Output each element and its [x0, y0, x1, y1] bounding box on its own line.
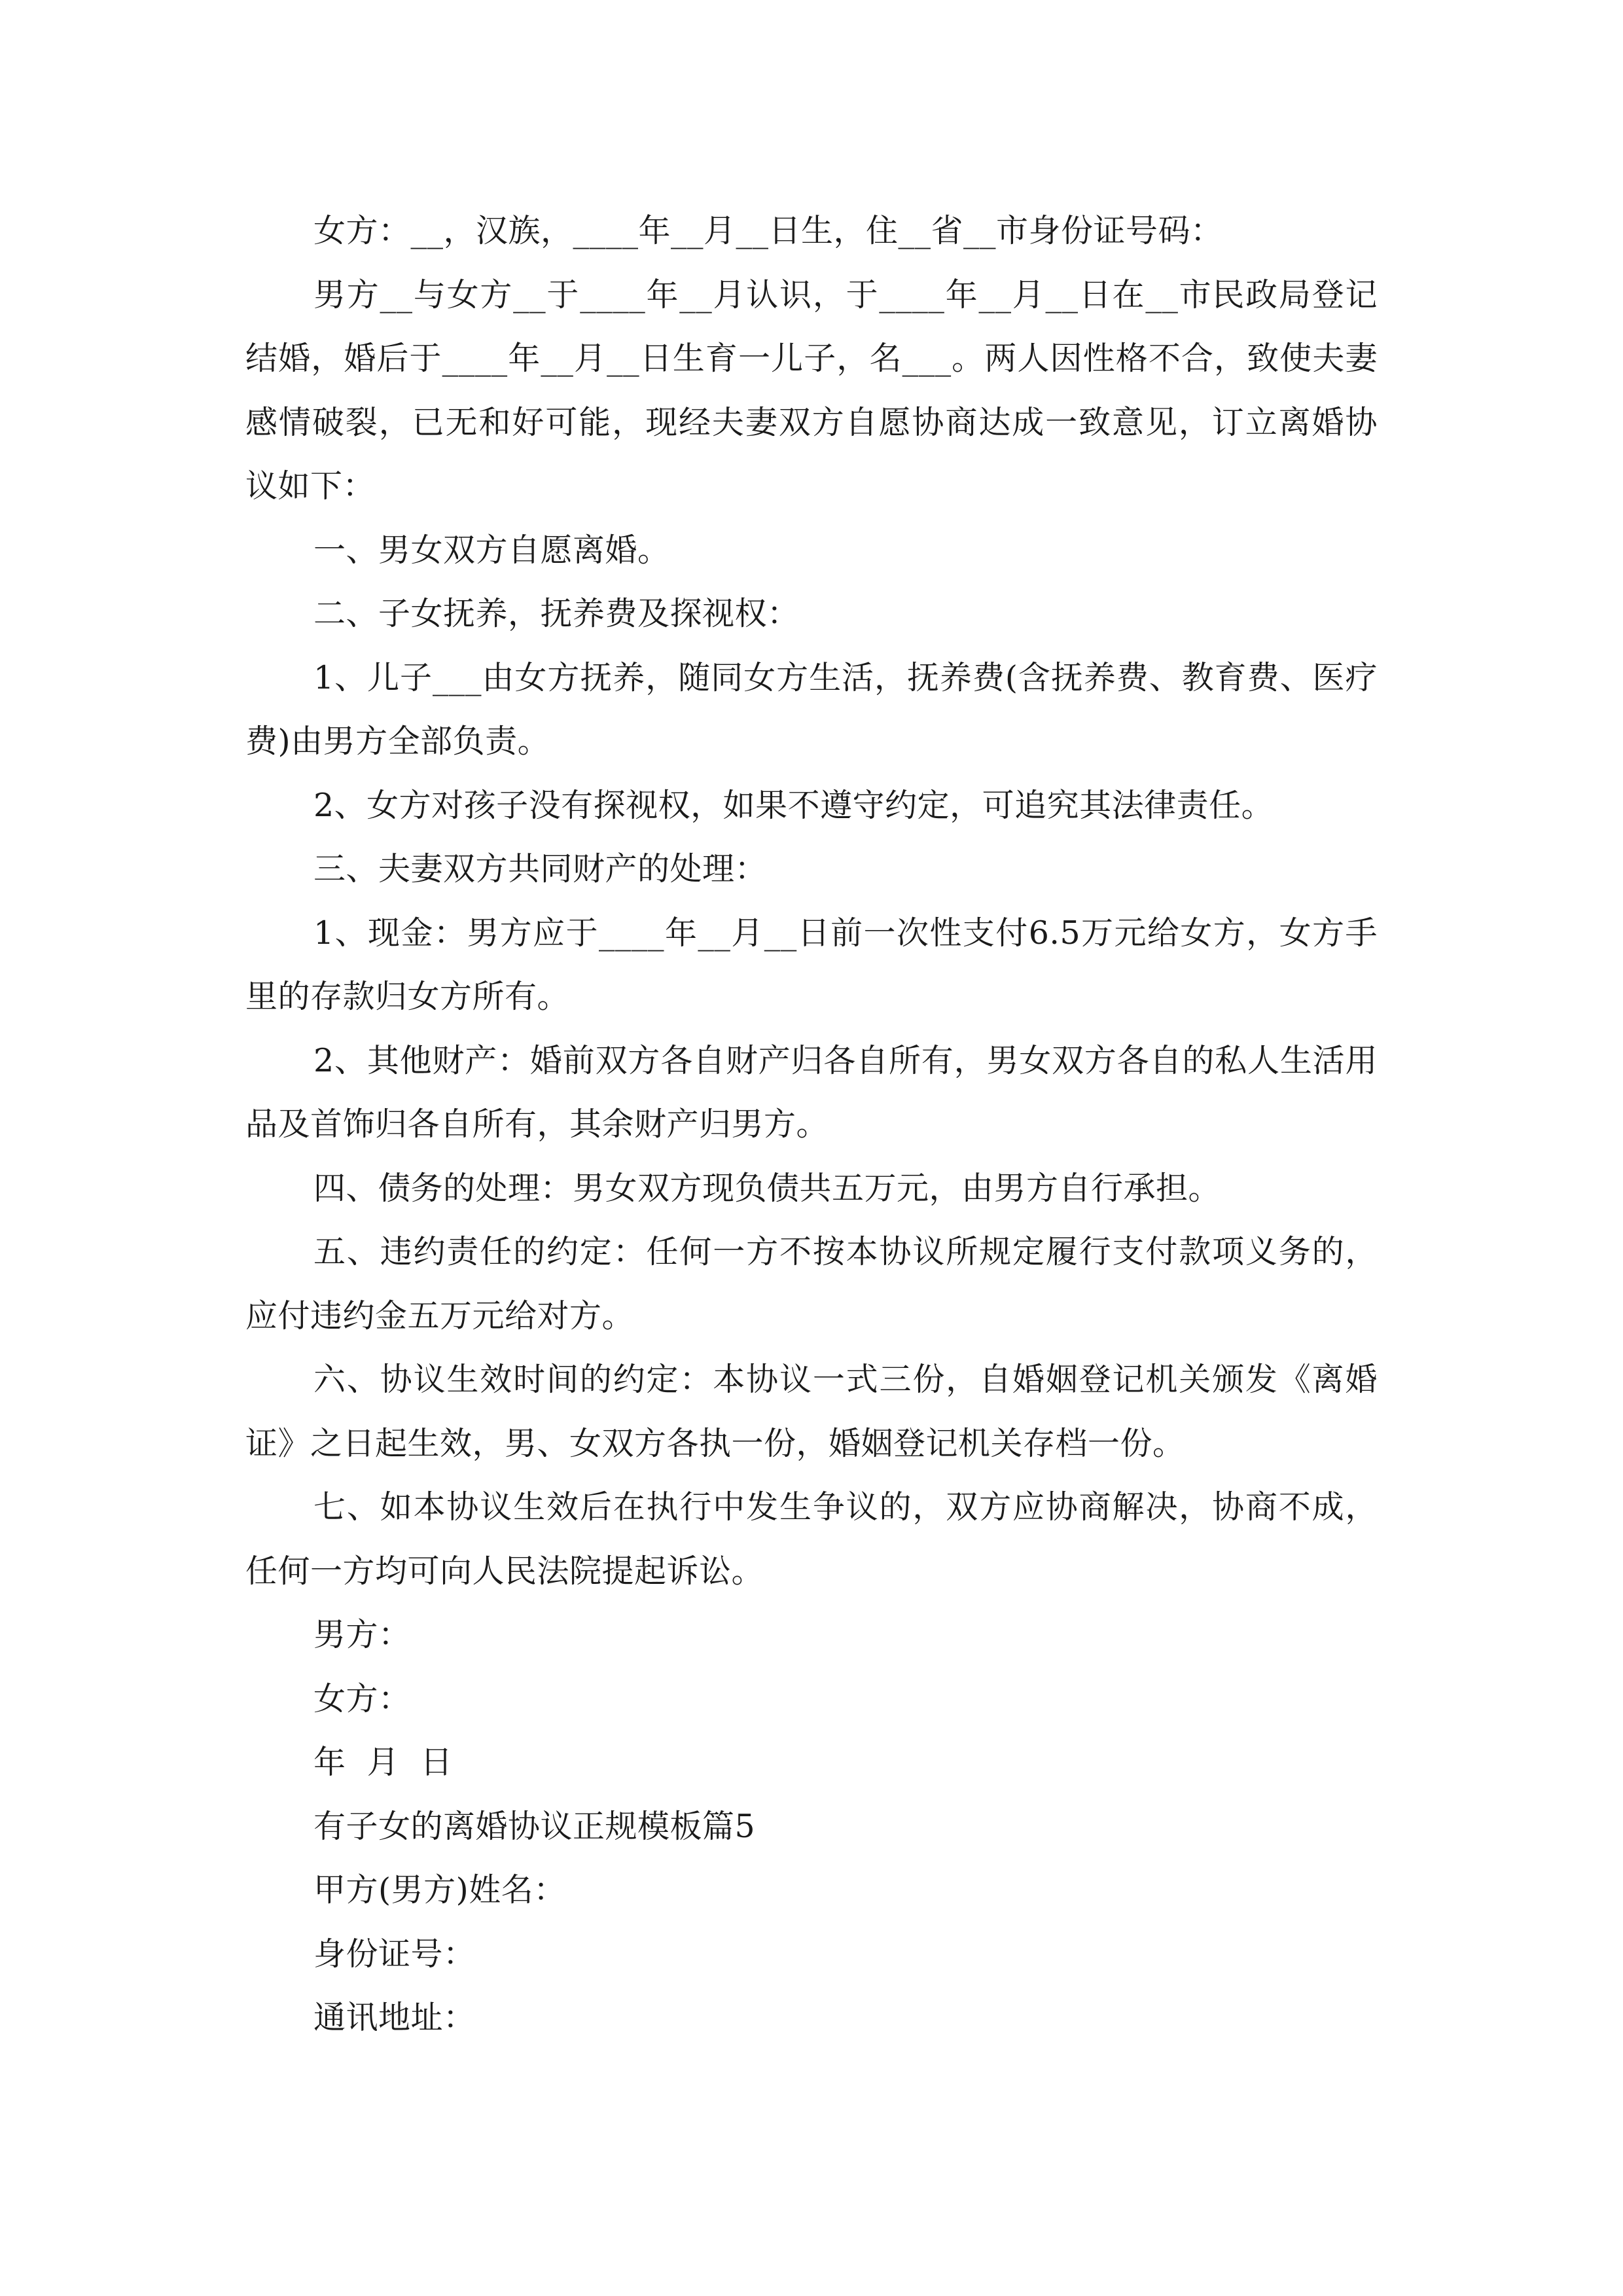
signature-female: 女方： — [313, 1679, 411, 1717]
signature-male: 男方： — [313, 1616, 411, 1653]
paragraph-clause-1: 一、男女双方自愿离婚。 — [313, 531, 670, 569]
signature-date: 年 月 日 — [313, 1744, 453, 1781]
paragraph-clause-3-item-1: 1、现金：男方应于____年__月__日前一次性支付6.5万元给女方，女方手里的存款归女方所有。 — [245, 914, 1378, 1015]
paragraph-clause-2-heading: 二、子女抚养，抚养费及探视权： — [313, 595, 800, 632]
paragraph-clause-7: 七、如本协议生效后在执行中发生争议的，双方应协商解决，协商不成，任何一方均可向人民法院提起诉讼。 — [245, 1488, 1378, 1590]
section-title: 有子女的离婚协议正规模板篇5 — [313, 1807, 756, 1845]
paragraph-clause-3-item-2: 2、其他财产：婚前双方各自财产归各自所有，男女双方各自的私人生活用品及首饰归各自所有，其余财产归男方。 — [245, 1041, 1378, 1143]
paragraph-marriage-background: 男方__与女方__于____年__月认识，于____年__月__日在__市民政局登记结婚，婚后于____年__月__日生育一儿子，名___。两人因性格不合，致使夫妻感情破裂，已无和好可能，现经夫妻双方自愿协商达成一致意见，订立离婚协议如下： — [245, 276, 1378, 505]
paragraph-clause-2-item-1: 1、儿子___由女方抚养，随同女方生活，抚养费(含抚养费、教育费、医疗费)由男方全部负责。 — [245, 658, 1378, 760]
paragraph-clause-5: 五、违约责任的约定：任何一方不按本协议所规定履行支付款项义务的，应付违约金五万元给对方。 — [245, 1233, 1378, 1335]
paragraph-clause-4: 四、债务的处理：男女双方现负债共五万元，由男方自行承担。 — [313, 1169, 1221, 1207]
field-party-a-name: 甲方(男方)姓名： — [313, 1871, 566, 1909]
paragraph-clause-3-heading: 三、夫妻双方共同财产的处理： — [313, 850, 768, 888]
field-id-number: 身份证号： — [313, 1935, 476, 1973]
paragraph-female-party-info: 女方：__，汉族，____年__月__日生，住__省__市身份证号码： — [313, 212, 1223, 249]
paragraph-clause-6: 六、协议生效时间的约定：本协议一式三份，自婚姻登记机关颁发《离婚证》之日起生效，男、女双方各执一份，婚姻登记机关存档一份。 — [245, 1361, 1378, 1462]
field-address: 通讯地址： — [313, 1999, 476, 2036]
paragraph-clause-2-item-2: 2、女方对孩子没有探视权，如果不遵守约定，可追究其法律责任。 — [313, 786, 1274, 824]
document-body — [245, 199, 1378, 2050]
